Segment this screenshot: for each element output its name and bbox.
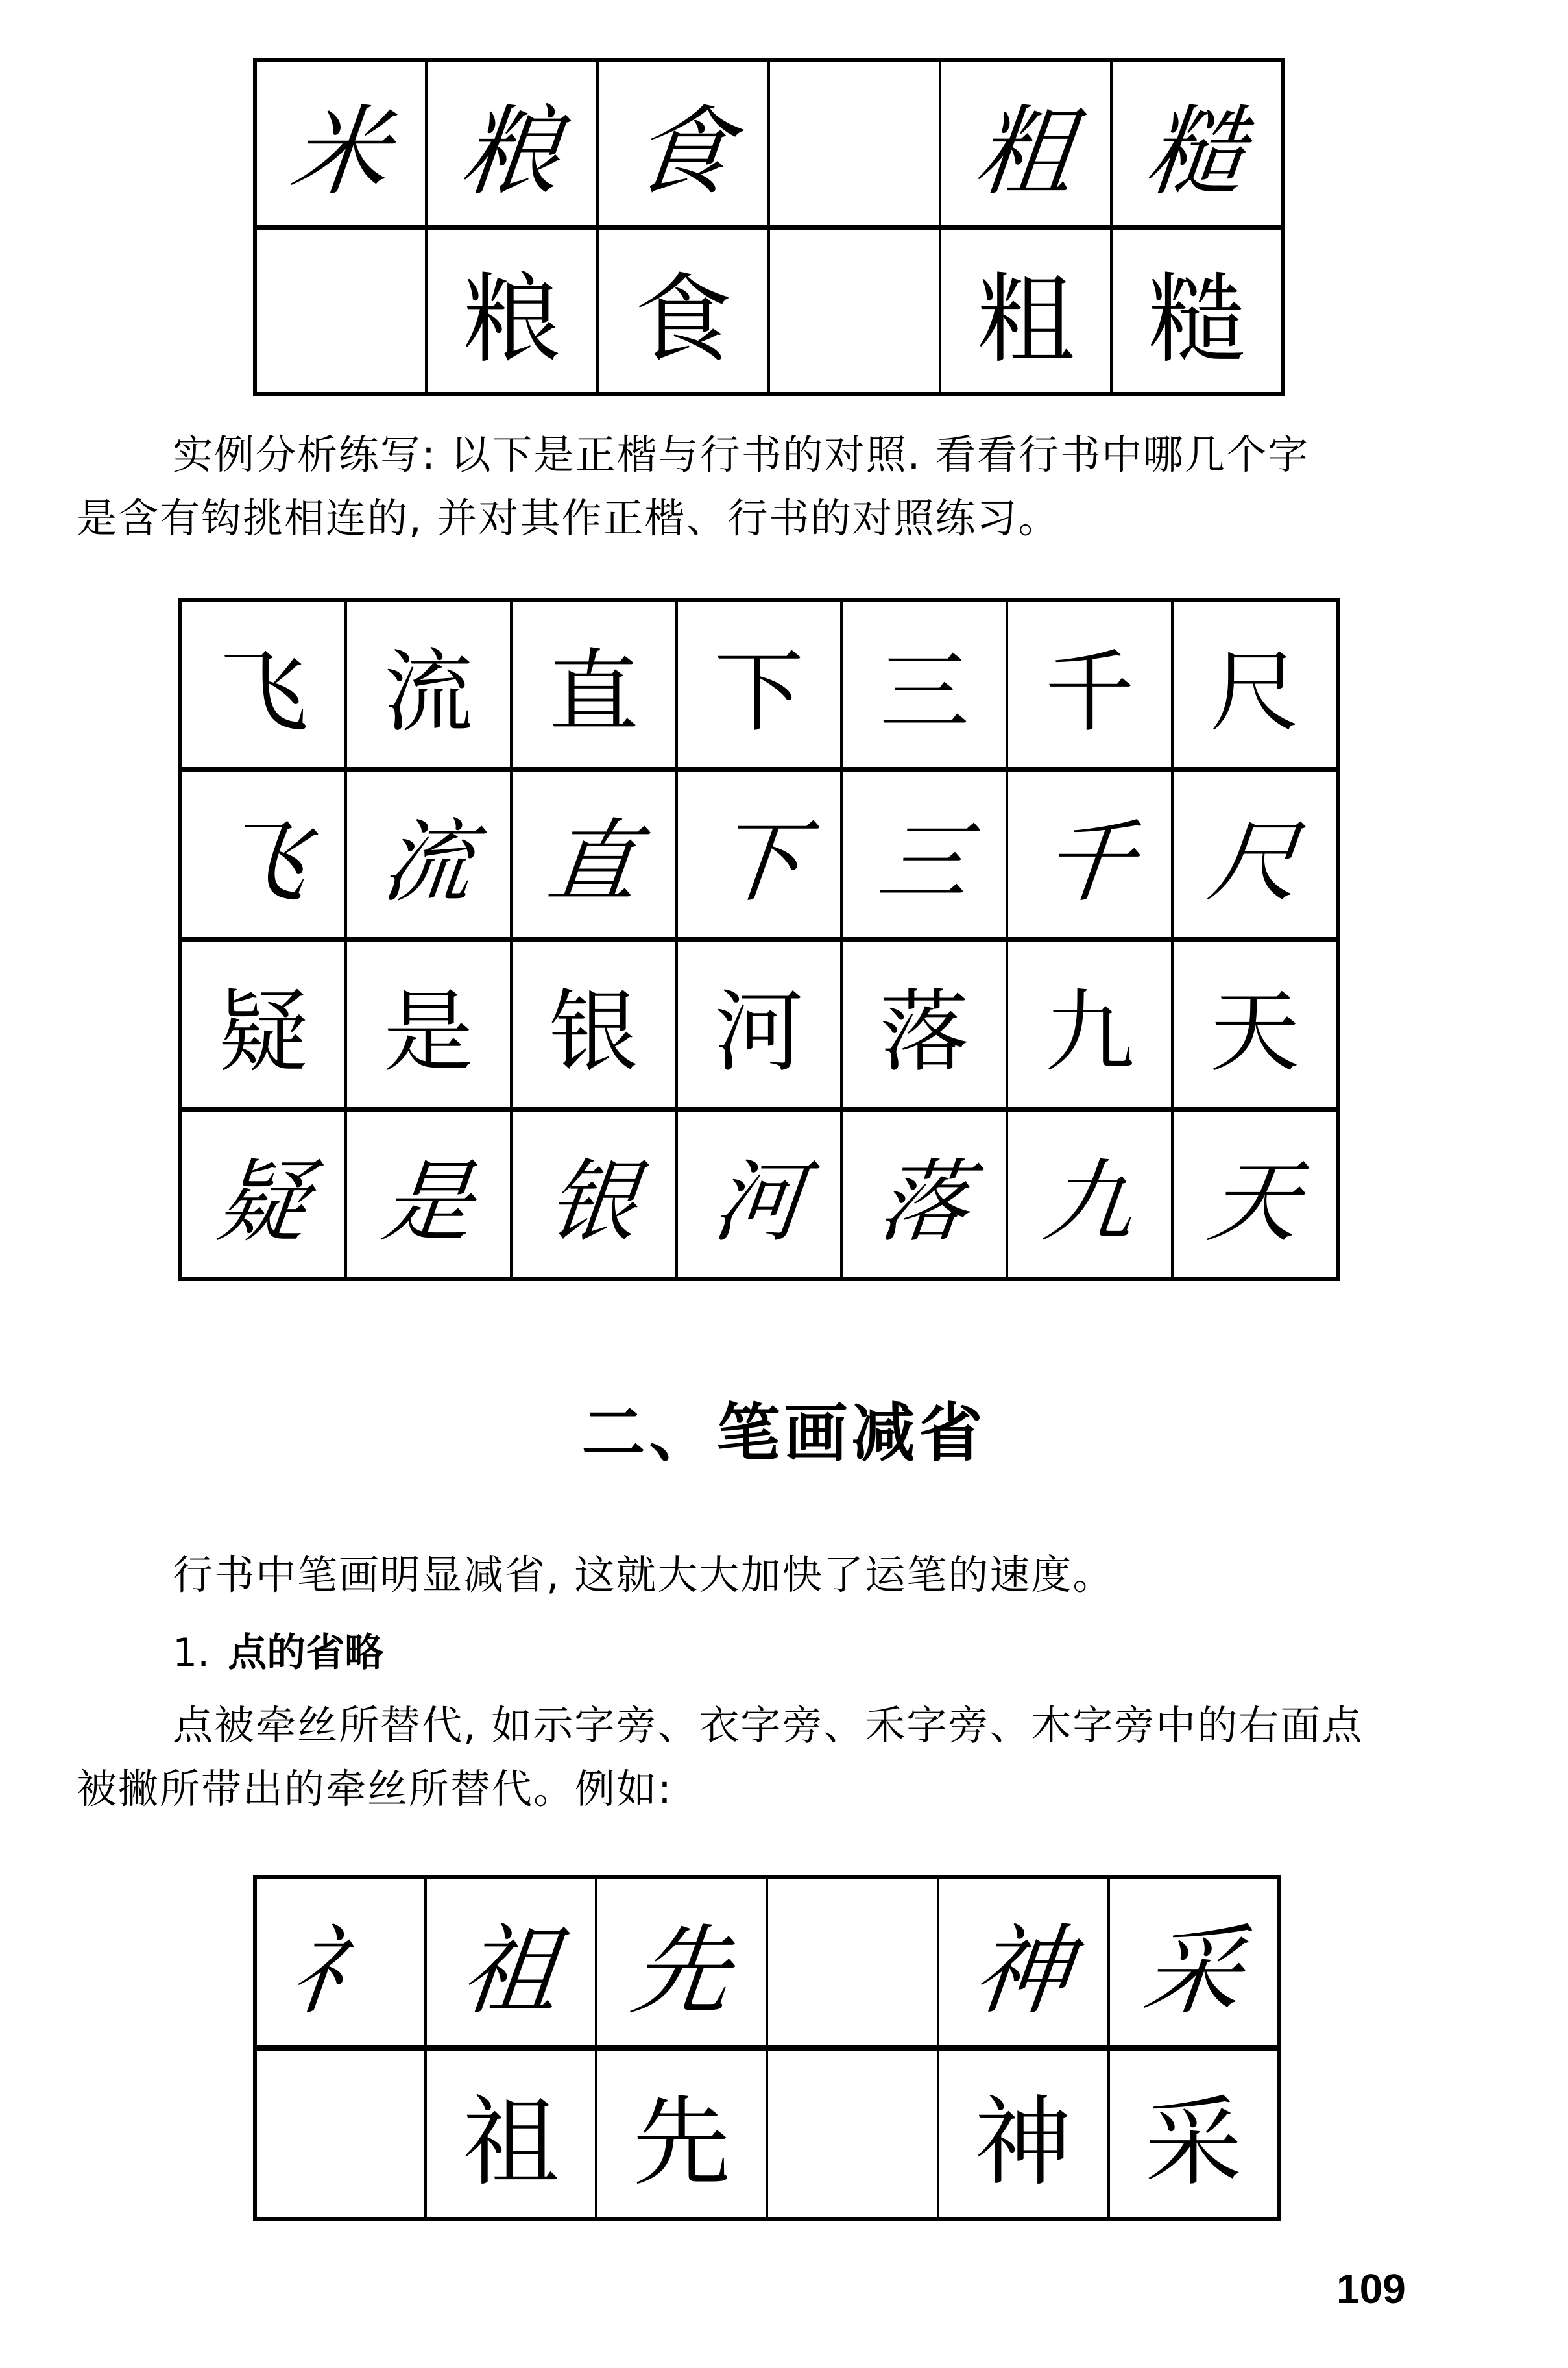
table-cell-empty <box>255 2048 426 2219</box>
table-cell: 神 <box>938 2048 1109 2219</box>
table-cell: 祖 <box>426 2048 596 2219</box>
table-cell: 下 <box>677 770 842 940</box>
table-cell-empty <box>769 227 940 394</box>
table-cell-empty <box>255 227 426 394</box>
page-number: 109 <box>1336 2265 1406 2312</box>
table-cell: 九 <box>1007 1110 1172 1279</box>
table-cell: 疑 <box>180 940 346 1110</box>
table-cell: 流 <box>346 600 511 770</box>
table-row-regular-script <box>180 940 1338 1110</box>
paragraph-line: 是含有钩挑相连的, 并对其作正楷、行书的对照练习。 <box>77 494 1060 542</box>
table-row-regular-script <box>255 227 1283 394</box>
table-cell: 食 <box>597 227 769 394</box>
table-cell: 流 <box>346 770 511 940</box>
subsection-title: 点的省略 <box>228 1630 384 1676</box>
paragraph-line: 实例分析练写: 以下是正楷与行书的对照. 看看行书中哪几个字 <box>173 431 1310 478</box>
table-cell: 是 <box>346 940 511 1110</box>
section-intro-paragraph <box>77 1543 1471 1607</box>
table-cell: 粮 <box>426 227 597 394</box>
table-cell-empty <box>767 2048 937 2219</box>
intro-paragraph <box>77 423 1471 550</box>
dots-paragraph <box>77 1694 1471 1821</box>
table-cell: 粗 <box>940 60 1111 227</box>
table-cell: 直 <box>511 770 677 940</box>
table-cell: 糙 <box>1111 227 1283 394</box>
table-cell: 粮 <box>426 60 597 227</box>
paragraph-line: 行书中笔画明显减省, 这就大大加快了运笔的速度。 <box>173 1551 1115 1598</box>
table-cell: 河 <box>677 940 842 1110</box>
table-cell: 千 <box>1007 600 1172 770</box>
table-row-regular-script <box>180 600 1338 770</box>
table-row-regular-script <box>255 2048 1279 2219</box>
table-cell: 河 <box>677 1110 842 1279</box>
table-cell: 落 <box>841 1110 1007 1279</box>
table-cell: 糙 <box>1111 60 1283 227</box>
table-row-running-script <box>255 60 1283 227</box>
table-row-running-script <box>255 1877 1279 2048</box>
table-cell: 落 <box>841 940 1007 1110</box>
table-cell: 千 <box>1007 770 1172 940</box>
table-cell: 采 <box>1109 2048 1279 2219</box>
paragraph-line: 被撇所带出的牵丝所替代。例如: <box>77 1765 673 1813</box>
table-cell: 先 <box>596 1877 767 2048</box>
table-cell-empty <box>769 60 940 227</box>
table-cell: 飞 <box>180 600 346 770</box>
table-cell: 尺 <box>1172 770 1338 940</box>
table-cell: 食 <box>597 60 769 227</box>
calligraphy-table-rice <box>253 58 1285 396</box>
table-cell: 三 <box>841 770 1007 940</box>
section-heading: 二、笔画减省 <box>581 1397 987 1471</box>
table-cell: 粗 <box>940 227 1111 394</box>
table-row-running-script <box>180 770 1338 940</box>
calligraphy-table-radical <box>253 1875 1281 2221</box>
table-cell: 疑 <box>180 1110 346 1279</box>
table-cell: 九 <box>1007 940 1172 1110</box>
calligraphy-table-poem <box>178 598 1340 1281</box>
subsection-number: 1. <box>173 1630 210 1676</box>
table-cell: 祖 <box>426 1877 596 2048</box>
subsection-heading <box>173 1624 383 1682</box>
table-cell: 礻 <box>255 1877 426 2048</box>
table-cell: 飞 <box>180 770 346 940</box>
table-cell: 神 <box>938 1877 1109 2048</box>
table-cell: 是 <box>346 1110 511 1279</box>
table-cell: 采 <box>1109 1877 1279 2048</box>
table-row-running-script <box>180 1110 1338 1279</box>
table-cell: 三 <box>841 600 1007 770</box>
table-cell: 先 <box>596 2048 767 2219</box>
table-cell: 尺 <box>1172 600 1338 770</box>
table-cell: 下 <box>677 600 842 770</box>
table-cell-empty <box>767 1877 937 2048</box>
paragraph-line: 点被牵丝所替代, 如示字旁、衣字旁、禾字旁、木字旁中的右面点 <box>173 1702 1364 1749</box>
table-cell: 银 <box>511 940 677 1110</box>
table-cell: 天 <box>1172 940 1338 1110</box>
table-cell: 米 <box>255 60 426 227</box>
table-cell: 直 <box>511 600 677 770</box>
table-cell: 天 <box>1172 1110 1338 1279</box>
table-cell: 银 <box>511 1110 677 1279</box>
